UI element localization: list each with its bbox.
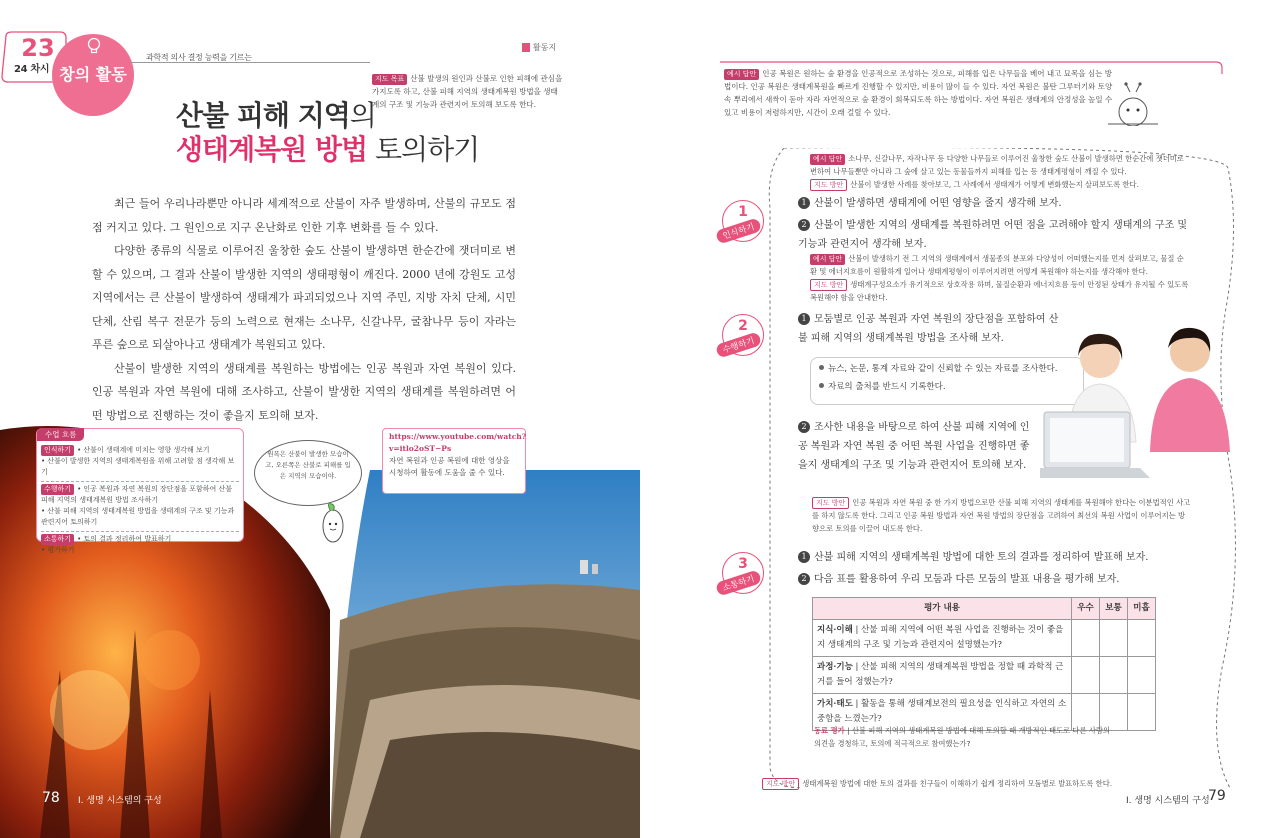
eval-row-2-text: 산불 피해 지역의 생태계복원 방법을 정할 때 과학적 근거를 들어 정했는가?: [817, 662, 1064, 687]
eval-row-1-average-cell[interactable]: [1100, 620, 1128, 657]
bullet-icon: [819, 383, 824, 388]
top-sample-answer: [724, 67, 1114, 119]
eval-row-1-excellent-cell[interactable]: [1072, 620, 1100, 657]
s1-guide2-tag: 지도 방안: [810, 279, 847, 291]
s1-sample-answer-1: [810, 152, 1190, 191]
bullet-icon: [819, 365, 824, 370]
title-highlight-1: 산불 피해 지역: [176, 99, 350, 132]
eval-row-1-poor-cell[interactable]: [1128, 620, 1156, 657]
video-url-desc: 자연 복원과 인공 복원에 대한 영상을 시청하여 활동에 도움을 줄 수 있다.: [389, 456, 510, 477]
table-row: [813, 657, 1156, 694]
speech-bubble: [254, 440, 362, 506]
s2-q1-text: 모둠별로 인공 복원과 자연 복원의 장단점을 포함하여 산불 피해 지역의 생태계복원 방법을 조사해 보자.: [798, 314, 1059, 344]
flow-step-1-line1: • 산불이 생태계에 미치는 영향 생각해 보기: [77, 446, 210, 454]
evaluation-table: [812, 597, 1156, 731]
speech-bubble-text: 원폭은 산불이 발생한 모습이고, 오른쪽은 산불로 피해를 입은 지역의 모습이야.: [265, 450, 351, 480]
tip-2: [819, 378, 1075, 396]
s1-sample-answer-2: [810, 252, 1190, 304]
top-answer-text: 인공 복원은 원하는 숲 환경을 인공적으로 조성하는 것으로, 피해를 입은 나무들을 베어 내고 묘목을 심는 방법이다. 인공 복원은 생태계복원을 빠르게 진행할 수 있지만, 비용이 많이 들 수 있다. 자연 복원은 불탄 그루터기와 토양 속 뿌리에서 새싹이 돋아 자라 자연적으로 숲 환경이 회복되도록 하는 방법이다. 자연 복원은 생태계의 안정성을 높일 수 있고 비용이 저렴하지만, 시간이 오래 걸릴 수 있다.: [724, 69, 1113, 117]
s3-q1-text: 산불 피해 지역의 생태계복원 방법에 대한 토의 결과를 정리하여 발표해 보자.: [814, 552, 1149, 563]
flow-step-3-tag: 소통하기: [41, 534, 74, 545]
paragraph-1: 최근 들어 우리나라뿐만 아니라 세계적으로 산불이 자주 발생하며, 산불의 규모도 점점 커지고 있다. 그 원인으로 지구 온난화로 인한 기후 변화를 들 수 있다.: [92, 197, 516, 234]
peer-eval-label: 동료 평가: [814, 726, 845, 735]
flow-step-2-line1: • 인공 복원과 자연 복원의 장단점을 포함하여 산불 피해 지역의 생태계복원 방법 조사하기: [41, 485, 233, 504]
mascot-peek-icon: [1108, 82, 1158, 126]
flow-step-2: [41, 481, 239, 528]
step-2-number: 2: [738, 318, 748, 334]
s2-question-1: [798, 310, 1068, 348]
s1-guide1-text: 산불이 발생한 사례를 찾아보고, 그 사례에서 생태계가 어떻게 변화했는지 살펴보도록 한다.: [850, 180, 1139, 189]
s2-q1-num: 1: [798, 313, 810, 325]
eval-header-excellent: 우수: [1072, 598, 1100, 620]
s3-q2-text: 다음 표를 활용하여 우리 모둠과 다른 모둠의 발표 내용을 평가해 보자.: [814, 574, 1120, 585]
step-3-label: 소통하기: [715, 569, 762, 596]
eval-row-3-poor-cell[interactable]: [1128, 694, 1156, 731]
s1-ans1-text: 소나무, 신갈나무, 자작나무 등 다양한 나무들로 이루어진 울창한 숲도 산불이 발생하면 한순간에 잿더미로 변하여 나무들뿐만 아니라 그 숲에 살고 있는 동물들까지 피해를 입는 등 생태계평형이 깨질 수 있다.: [810, 154, 1184, 176]
worksheet-text: 활동지: [533, 43, 557, 52]
title-tail-2: 토의하기: [367, 133, 480, 166]
eval-row-2-excellent-cell[interactable]: [1072, 657, 1100, 694]
students-photo: [1040, 322, 1230, 492]
footer-guide: [762, 778, 1162, 790]
s1-q1-num: 1: [798, 197, 810, 209]
s1-ans1-tag: 예시 답안: [810, 154, 845, 165]
page-title-line2: [176, 128, 479, 168]
page-number-left: 78: [42, 790, 60, 806]
lesson-number: 23: [21, 34, 55, 62]
footer-left: Ⅰ. 생명 시스템의 구성: [78, 796, 162, 806]
teaching-goal: [372, 72, 564, 111]
eval-row-2-category: 과정·기능: [817, 662, 853, 672]
s2-question-2: [798, 418, 1034, 475]
flow-step-3-line1: • 토의 결과 정리하여 발표하기: [77, 535, 172, 543]
s3-question-2: [798, 570, 1198, 589]
s1-question-1: [798, 194, 1198, 213]
eval-row-1-category: 지식·이해: [817, 625, 853, 635]
eval-row-3-text: 활동을 통해 생태계보전의 필요성을 인식하고 자연의 소중함을 느꼈는가?: [817, 699, 1067, 724]
footer-guide-text: 생태계복원 방법에 대한 토의 결과를 친구들이 이해하기 쉽게 정리하여 모둠별로 발표하도록 한다.: [802, 779, 1113, 788]
s3-q2-num: 2: [798, 573, 810, 585]
paragraph-2: 다양한 종류의 식물로 이루어진 울창한 숲도 산불이 발생하면 한순간에 잿더미로 변할 수 있으며, 그 결과 산불이 발생한 지역의 생태평형이 깨진다. 2000 년에 강원도 고성 지역에서는 큰 산불이 발생하여 생태계가 파괴되었으나 지역 주민, 지방 자치 단체, 시민 단체, 산림 복구 전문가 등의 노력으로 현재는 소나무, 신갈나무, 굴참나무 등이 자라는 푸른 숲으로 되살아나고 생태계가 복원되고 있다.: [92, 244, 516, 351]
s2-guide-tag: 지도 방안: [812, 497, 849, 509]
flow-step-2-tag: 수행하기: [41, 484, 74, 495]
step-3-number: 3: [738, 556, 748, 572]
peer-eval-text: 산불 피해 지역의 생태계복원 방법에 대해 토의할 때 개방적인 태도로 다른 사람의 의견을 경청하고, 토의에 적극적으로 참여했는가?: [814, 726, 1110, 748]
lesson-flow-box: [36, 428, 244, 554]
page-number-right: 79: [1208, 788, 1226, 804]
peer-evaluation: 동료 평가 | 산불 피해 지역의 생태계복원 방법에 대해 토의할 때 개방적인 태도로 다른 사람의 의견을 경청하고, 토의에 적극적으로 참여했는가?: [814, 726, 1110, 748]
eval-row-1-text: 산불 피해 지역에 어떤 복원 사업을 진행하는 것이 좋을지 생태계의 구조 및 기능과 관련지어 설명했는가?: [817, 625, 1064, 650]
sub-heading: 과학적 의사 결정 능력을 기르는: [146, 53, 252, 62]
title-highlight-2: 생태계복원 방법: [176, 133, 368, 166]
s1-guide1-tag: 지도 방안: [810, 179, 847, 191]
paragraph-3: 산불이 발생한 지역의 생태계를 복원하는 방법에는 인공 복원과 자연 복원이 있다. 인공 복원과 자연 복원에 대해 조사하고, 산불이 발생한 지역의 생태계를 복원하려면 어떤 방법으로 진행하는 것이 좋을지 토의해 보자.: [92, 361, 516, 422]
s2-q2-num: 2: [798, 421, 810, 433]
worksheet-icon: [522, 43, 530, 52]
flow-step-3: [41, 531, 239, 556]
tip-1-text: 뉴스, 논문, 통계 자료와 같이 신뢰할 수 있는 자료를 조사한다.: [828, 364, 1058, 374]
lesson-flow-title: 수업 흐름: [37, 428, 84, 441]
footer-guide-tag: 지도 방안: [762, 778, 799, 790]
footer-right: Ⅰ. 생명 시스템의 구성: [1126, 796, 1210, 806]
activity-badge-label: 창의 활동: [59, 65, 127, 84]
video-link-box: [382, 428, 526, 494]
goal-text: 산불 발생의 원인과 산불로 인한 피해에 관심을 가지도록 하고, 산불 피해 지역의 생태계복원 방법을 생태계의 구조 및 기능과 관련지어 토의해 보도록 한다.: [372, 74, 563, 109]
flow-step-2-line2: • 산불 피해 지역의 생태계복원 방법을 생태계의 구조 및 기능과 관련지어 토의하기: [41, 507, 235, 526]
eval-header-content: 평가 내용: [813, 598, 1072, 620]
flow-step-1: [41, 445, 239, 478]
s1-ans2-text: 산불이 발생하기 전 그 지역의 생태계에서 생물종의 분포와 다양성이 어떠했는지를 먼저 살펴보고, 물질 순환 및 에너지흐름이 원활하게 일어나 생태계평형이 이루어지려면 어떻게 복원해야 하는지를 생각해야 한다.: [810, 254, 1184, 276]
heading-rule: [130, 62, 370, 63]
eval-row-3-category: 가치·태도: [817, 699, 853, 709]
step-1-number: 1: [738, 204, 748, 220]
table-row: [813, 620, 1156, 657]
flow-step-3-line2: • 평가하기: [41, 546, 75, 554]
eval-row-2-poor-cell[interactable]: [1128, 657, 1156, 694]
tip-2-text: 자료의 출처를 반드시 기록한다.: [828, 382, 946, 392]
worksheet-label: [522, 42, 556, 53]
eval-header-average: 보통: [1100, 598, 1128, 620]
step-2-label: 수행하기: [715, 331, 762, 358]
lightbulb-icon: [84, 36, 104, 56]
eval-row-3-content: 가치·태도 | 활동을 통해 생태계보전의 필요성을 인식하고 자연의 소중함을 느꼈는가?: [813, 694, 1072, 731]
step-1-label: 인식하기: [715, 217, 762, 244]
s3-question-1: [798, 548, 1198, 567]
flow-step-1-tag: 인식하기: [41, 445, 74, 456]
video-url[interactable]: https://www.youtube.com/watch?v=itlo2oST−Ps: [389, 432, 527, 453]
lesson-session: 24 차시: [14, 64, 50, 75]
s3-q1-num: 1: [798, 551, 810, 563]
s2-guide: [812, 496, 1192, 535]
flow-step-1-line2: • 산불이 발생한 지역의 생태계복원을 위해 고려할 점 생각해 보기: [41, 457, 235, 476]
tip-1: [819, 360, 1075, 378]
top-answer-tag: 예시 답안: [724, 69, 759, 80]
s2-q2-text: 조사한 내용을 바탕으로 하여 산불 피해 지역에 인공 복원과 자연 복원 중 어떤 복원 사업을 진행하면 좋을지 생태계의 구조 및 기능과 관련지어 토의해 보자.: [798, 422, 1030, 471]
s1-q1-text: 산불이 발생하면 생태계에 어떤 영향을 줄지 생각해 보자.: [814, 198, 1062, 209]
eval-header-row: [813, 598, 1156, 620]
s2-guide-text: 인공 복원과 자연 복원 중 한 가지 방법으로만 산불 피해 지역의 생태계를 복원해야 한다는 이분법적인 사고를 하지 않도록 한다. 그리고 인공 복원 방법과 자연 복원 방법의 장단점을 고려하여 최선의 복원 사업이 이루어지는 방향으로 토의를 이끌어 내도록 한다.: [812, 498, 1191, 533]
eval-row-1-content: 지식·이해 | 산불 피해 지역에 어떤 복원 사업을 진행하는 것이 좋을지 생태계의 구조 및 기능과 관련지어 설명했는가?: [813, 620, 1072, 657]
s1-question-2: [798, 216, 1190, 254]
eval-row-2-average-cell[interactable]: [1100, 657, 1128, 694]
burnt-land-photo: [330, 470, 640, 838]
s1-guide2-text: 생태계구성요소가 유기적으로 상호작용 하며, 물질순환과 에너지흐름 등이 안정된 상태가 유지될 수 있도록 복원해야 함을 안내한다.: [810, 280, 1189, 302]
title-tail-1: 의: [349, 99, 376, 132]
s1-ans2-tag: 예시 답안: [810, 254, 845, 265]
lesson-flow-steps: [41, 445, 239, 556]
intro-text: [92, 192, 516, 427]
eval-header-poor: 미흡: [1128, 598, 1156, 620]
s1-q2-num: 2: [798, 219, 810, 231]
mascot-icon: [318, 500, 348, 550]
s1-q2-text: 산불이 발생한 지역의 생태계를 복원하려면 어떤 점을 고려해야 할지 생태계의 구조 및 기능과 관련지어 생각해 보자.: [798, 220, 1188, 250]
eval-row-2-content: 과정·기능 | 산불 피해 지역의 생태계복원 방법을 정할 때 과학적 근거를 들어 정했는가?: [813, 657, 1072, 694]
goal-tag: 지도 목표: [372, 74, 407, 85]
